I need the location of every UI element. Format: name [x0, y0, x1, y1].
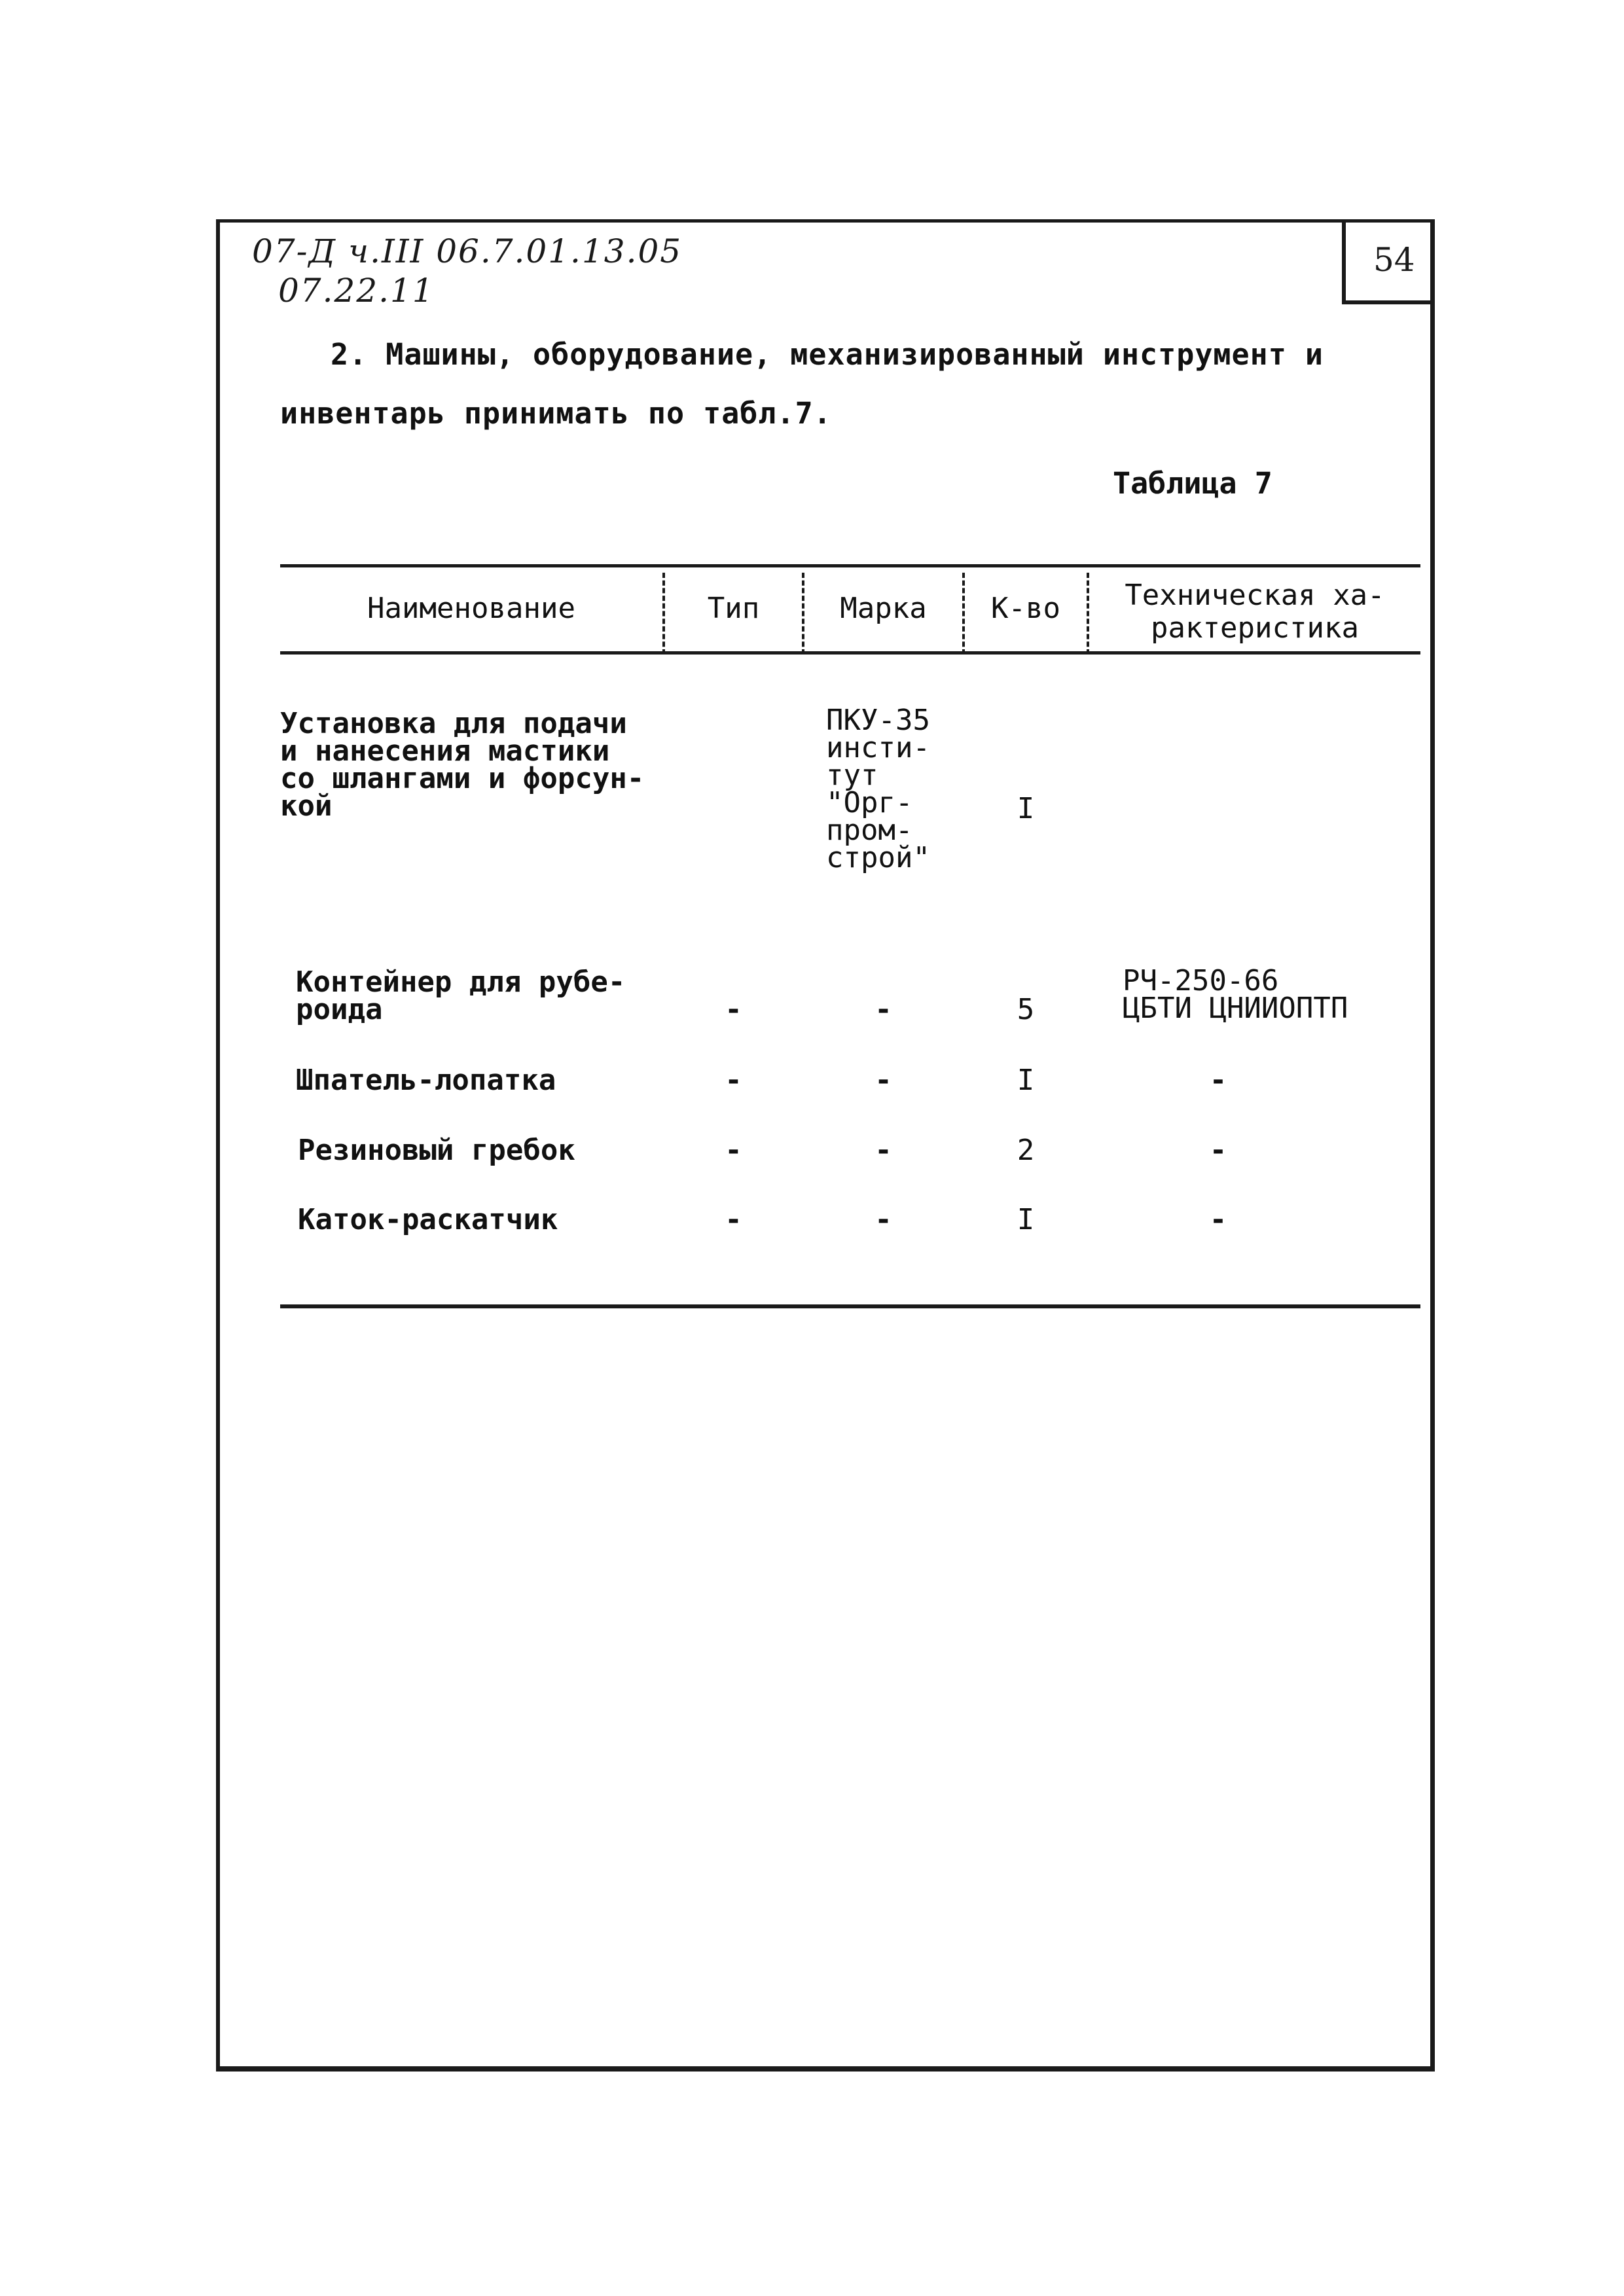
cell-spec: - — [1209, 1134, 1227, 1167]
column-header-brand: Марка — [840, 592, 927, 625]
column-header-spec: Техническая ха- рактеристика — [1125, 579, 1385, 645]
cell-qty: 2 — [1017, 1134, 1035, 1167]
table-caption: Таблица 7 — [1113, 466, 1272, 501]
cell-name: Каток-раскатчик — [298, 1203, 558, 1236]
cell-name: Резиновый гребок — [298, 1134, 575, 1167]
table-bottom-rule — [280, 1304, 1420, 1308]
column-header-qty: К-во — [991, 592, 1060, 625]
cell-type: - — [725, 993, 742, 1026]
cell-qty: I — [1017, 1203, 1035, 1236]
cell-brand: - — [875, 1134, 892, 1167]
cell-brand: - — [875, 993, 892, 1026]
cell-type: - — [725, 1203, 742, 1236]
cell-qty: I — [1017, 1064, 1035, 1097]
cell-type: - — [725, 1134, 742, 1167]
paragraph-line-1: 2. Машины, оборудование, механизированный инструмент и — [331, 337, 1324, 372]
document-code-secondary: 07.22.11 — [278, 272, 435, 310]
column-header-type: Тип — [707, 592, 760, 625]
table-header-rule — [280, 651, 1420, 655]
cell-brand: ПКУ-35 инсти- тут "Орг- пром- строй" — [826, 704, 930, 874]
cell-brand: - — [875, 1203, 892, 1236]
cell-qty: I — [1017, 792, 1035, 825]
cell-qty: 5 — [1017, 993, 1035, 1026]
column-header-name: Наименование — [367, 592, 575, 625]
page-number: 54 — [1373, 241, 1415, 279]
cell-brand: - — [875, 1064, 892, 1097]
cell-spec: - — [1209, 1203, 1227, 1236]
paragraph-line-2: инвентарь принимать по табл.7. — [280, 396, 832, 431]
cell-spec: - — [1209, 1064, 1227, 1097]
cell-spec: РЧ-250-66 ЦБТИ ЦНИИОПТП — [1123, 964, 1348, 1025]
cell-name: Контейнер для рубе- роида — [296, 965, 626, 1026]
document-code: 07-Д ч.III 06.7.01.13.05 — [252, 232, 683, 270]
cell-type: - — [725, 1064, 742, 1097]
table-top-rule — [280, 564, 1420, 567]
cell-name: Установка для подачи и нанесения мастики со шлангами и форсун- кой — [280, 707, 645, 823]
cell-name: Шпатель-лопатка — [296, 1064, 556, 1097]
